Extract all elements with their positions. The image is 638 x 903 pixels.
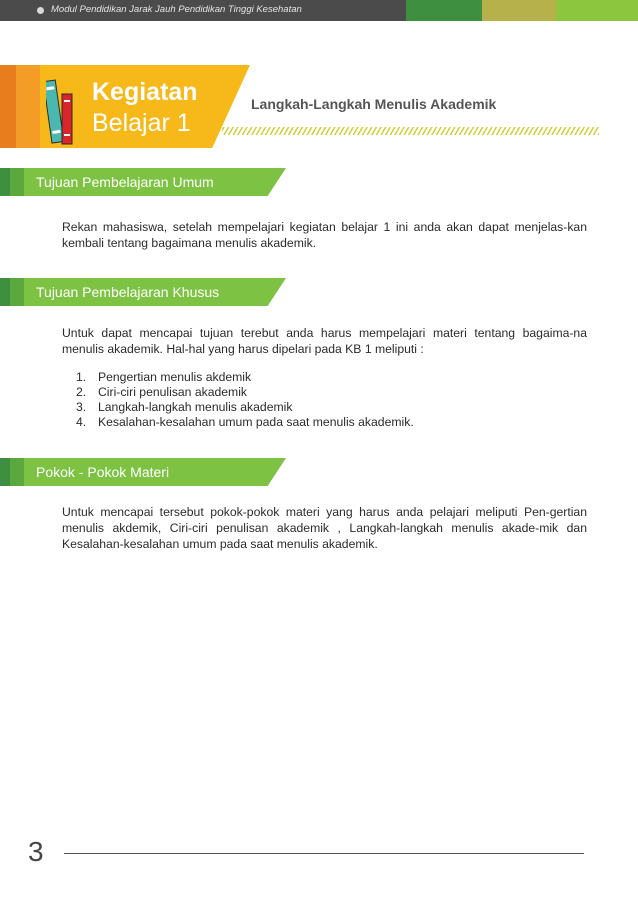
section-body-tujuan-khusus: Untuk dapat mencapai tujuan terebut anda harus mempelajari materi tentang bagaima-na menulis akademik. Hal-hal yang harus dipelari pada KB 1 meliputi : bbox=[62, 326, 587, 356]
list-item-number: 1. bbox=[76, 370, 87, 384]
list-item-number: 2. bbox=[76, 385, 87, 399]
section-body-pokok-materi: Untuk mencapai tersebut pokok-pokok materi yang harus anda pelajari meliputi Pen-gertian menulis akdemik, Ciri-ciri penulisan akademik , Langkah-langkah menulis akade-mik dan Kesalahan-kesalahan umum pada saat menulis akademik. bbox=[62, 505, 587, 551]
footer-rule bbox=[64, 853, 584, 854]
heading-stripe-mid bbox=[10, 168, 24, 196]
heading-stripe-dark bbox=[0, 278, 10, 306]
heading-stripe-mid bbox=[10, 458, 24, 486]
list-item bbox=[76, 415, 414, 430]
header-lime-segment bbox=[556, 0, 638, 21]
page-number: 3 bbox=[28, 836, 44, 867]
banner-stripe-amber bbox=[16, 65, 40, 148]
section-heading-label: Tujuan Pembelajaran Umum bbox=[36, 174, 214, 190]
section-heading-pokok-materi bbox=[0, 458, 286, 486]
section-heading-tujuan-khusus bbox=[0, 278, 286, 306]
list-item-number: 3. bbox=[76, 400, 87, 414]
kegiatan-banner bbox=[0, 65, 250, 148]
section-heading-label: Pokok - Pokok Materi bbox=[36, 464, 170, 480]
banner-title-line2: Belajar 1 bbox=[92, 109, 191, 137]
heading-stripe-mid bbox=[10, 278, 24, 306]
section-body-tujuan-umum: Rekan mahasiswa, setelah mempelajari kegiatan belajar 1 ini anda akan dapat menjelas-kan kembali tentang bagaimana menulis akademik. bbox=[62, 220, 587, 250]
section-heading-tujuan-umum bbox=[0, 168, 286, 196]
heading-stripe-dark bbox=[0, 458, 10, 486]
module-title: Modul Pendidikan Jarak Jauh Pendidikan Tinggi Kesehatan bbox=[51, 4, 302, 15]
list-item bbox=[76, 370, 414, 385]
list-item bbox=[76, 385, 414, 400]
banner-title-line1: Kegiatan bbox=[92, 78, 198, 106]
list-item bbox=[76, 400, 414, 415]
list-item-number: 4. bbox=[76, 415, 87, 429]
list-item-text: Ciri-ciri penulisan akademik bbox=[98, 385, 248, 399]
top-header-bar bbox=[0, 0, 638, 21]
section-heading-label: Tujuan Pembelajaran Khusus bbox=[36, 284, 220, 300]
chapter-subtitle: Langkah-Langkah Menulis Akademik bbox=[251, 96, 497, 112]
bullet-dot-icon bbox=[37, 7, 44, 14]
header-olive-segment bbox=[482, 0, 556, 21]
books-icon bbox=[46, 74, 82, 146]
heading-stripe-dark bbox=[0, 168, 10, 196]
list-item-text: Langkah-langkah menulis akademik bbox=[98, 400, 293, 414]
kb1-topic-list bbox=[76, 370, 414, 430]
hatched-divider bbox=[222, 127, 599, 135]
list-item-text: Kesalahan-kesalahan umum pada saat menulis akademik. bbox=[98, 415, 414, 429]
list-item-text: Pengertian menulis akdemik bbox=[98, 370, 252, 384]
header-green-segment bbox=[406, 0, 482, 21]
banner-stripe-orange bbox=[0, 65, 16, 148]
